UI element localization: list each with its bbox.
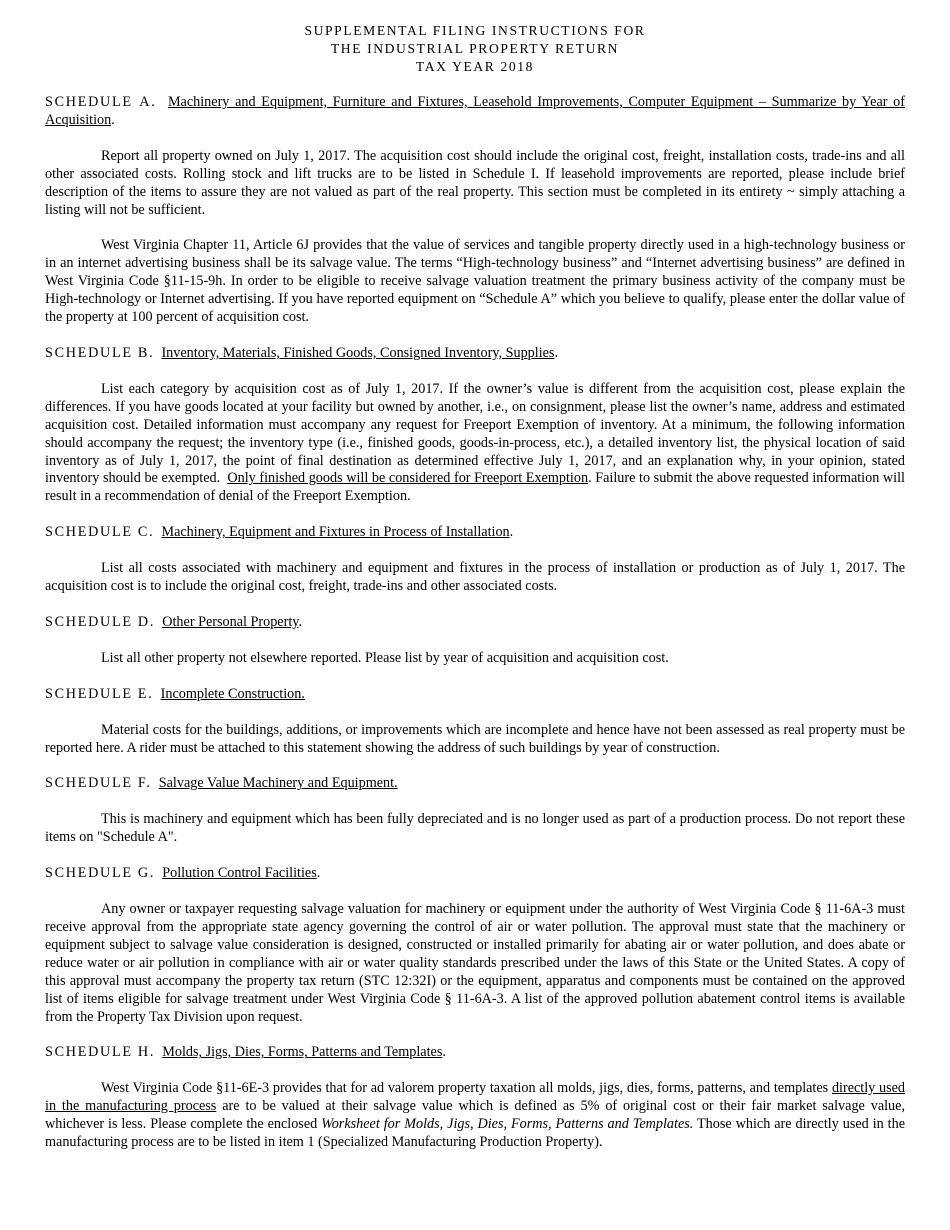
schedule-f-heading [45,775,905,793]
heading-period: . [554,344,559,361]
schedule-c-heading [45,524,905,542]
schedule-d-label: SCHEDULE D. [45,613,156,630]
heading-period: . [298,613,302,630]
schedule-g-paragraph-1: Any owner or taxpayer requesting salvage valuation for machinery or equipment under the authority of West Virginia Code § 11-6A-3 must receive approval from the appropriate state agency governing the control of air or water pollution. The approval must state that the machinery or equipment subject to salvage value consideration is designed, constructed or installed primarily for abating air or water pollution, and does abate or reduce water or air pollution in compliance with air or water quality standards prescribed under the laws of this State or the United States. A copy of this approval must accompany the property tax return (STC 12:32I) or the equipment, apparatus and components must be contained on the approved list of items eligible for salvage treatment under West Virginia Code § 11-6A-3. A list of the approved pollution abatement control items is available from the Property Tax Division upon request. [45,901,905,1025]
schedule-f-label: SCHEDULE F. [45,775,152,792]
schedule-b-label: SCHEDULE B. [45,344,155,361]
schedule-c-title: Machinery, Equipment and Fixtures in Process of Installation [161,524,510,541]
schedule-h-paragraph-mid: are to be valued at their salvage value which is defined as 5% of original cost or their fair market salvage value, whichever is less. Please complete the enclosed [45,1098,905,1133]
schedule-e-label: SCHEDULE E. [45,685,154,702]
schedule-a-heading [45,94,905,130]
worksheet-italic-title: Worksheet for Molds, Jigs, Dies, Forms, Patterns and Templates. [321,1116,694,1133]
schedule-d-title: Other Personal Property [162,613,299,630]
schedule-a-paragraph-2: West Virginia Chapter 11, Article 6J provides that the value of services and tangible property directly used in a high-technology business or in an internet advertising business shall be its salvage value. The terms “High-technology business” and “Internet advertising business” are defined in West Virginia Code §11-15-9h. In order to be eligible to receive salvage valuation treatment the primary business activity of the company must be High-technology or Internet advertising. If you have reported equipment on “Schedule A” which you believe to qualify, please enter the dollar value of the property at 100 percent of acquisition cost. [45,237,905,326]
schedule-c-paragraph-1: List all costs associated with machinery and equipment and fixtures in the process of installation or production as of July 1, 2017. The acquisition cost is to include the original cost, freight, trade-ins and other associated costs. [45,560,905,595]
schedule-a-paragraph-1: Report all property owned on July 1, 2017. The acquisition cost should include the original cost, freight, installation costs, trade-ins and all other associated costs. Rolling stock and lift trucks are to be listed in Schedule I. If leasehold improvements are reported, please include brief description of the items to assure they are not valued as part of the real property. This section must be completed in its entirety ~ simply attaching a listing will not be sufficient. [45,147,905,218]
schedule-b-paragraph-1 [45,381,905,506]
schedule-g-title: Pollution Control Facilities [162,865,317,882]
schedule-h-paragraph-end: Those which are directly used in the manufacturing process are to be listed in item 1 (Specialized Manufacturing Production Property). [45,1116,906,1151]
schedule-d-heading [45,614,905,632]
schedule-a-title: Machinery and Equipment, Furniture and Fixtures, Leasehold Improvements, Computer Equipment – Summarize by Year of Acquisition [45,94,906,128]
manufacturing-process-underlined-text: directly used in the manufacturing process [45,1080,906,1115]
schedule-b-paragraph-tail: . Failure to submit the above requested information will result in a recommendation of denial of the Freeport Exemption. [45,470,905,505]
title-line-2: THE INDUSTRIAL PROPERTY RETURN [330,41,620,56]
schedule-c-label: SCHEDULE C. [45,524,155,541]
schedule-h-title: Molds, Jigs, Dies, Forms, Patterns and Templates [162,1044,443,1061]
schedule-f-paragraph-1: This is machinery and equipment which has been fully depreciated and is no longer used as part of a production process. Do not report these items on "Schedule A". [45,811,905,846]
schedule-e-heading [45,686,905,704]
schedule-h-paragraph-1 [45,1080,905,1152]
heading-period: . [442,1044,446,1061]
freeport-underlined-text: Only finished goods will be considered for Freeport Exemption [227,470,589,487]
schedule-h-label: SCHEDULE H. [45,1044,156,1061]
heading-period: . [509,524,514,541]
schedule-e-title: Incomplete Construction. [160,685,305,702]
schedule-e-paragraph-1: Material costs for the buildings, additions, or improvements which are incomplete and hence have not been assessed as real property must be reported here. A rider must be attached to this statement showing the address of such buildings by year of construction. [45,721,905,756]
schedule-f-title: Salvage Value Machinery and Equipment. [158,775,398,792]
document-body [45,94,905,1152]
schedule-b-paragraph-text: List each category by acquisition cost as of July 1, 2017. If the owner’s value is different from the acquisition cost, please explain the differences. If you have goods located at your facility but owned by another, i.e., on consignment, please list the owner’s name, address and estimated acquisition cost. Detailed information must accompany any request for Freeport Exemption of inventory. At a minimum, the following information should accompany the request; the inventory type (i.e., finished goods, goods-in-process, etc.), a detailed inventory list, the physical location of said inventory as of July 1, 2017, the point of final destination as determined effective July 1, 2017, and an explanation why, in your opinion, stated inventory should be exempted. [45,380,905,487]
title-line-3: TAX YEAR 2018 [415,59,535,74]
schedule-g-heading [45,865,905,883]
schedule-h-heading [45,1044,905,1062]
schedule-d-paragraph-1: List all other property not elsewhere reported. Please list by year of acquisition and acquisition cost. [101,649,669,666]
title-line-1: SUPPLEMENTAL FILING INSTRUCTIONS FOR [304,23,646,38]
heading-period: . [111,111,115,128]
schedule-b-title: Inventory, Materials, Finished Goods, Consigned Inventory, Supplies [161,344,555,361]
document-title [0,22,950,76]
heading-period: . [316,865,321,882]
schedule-b-heading [45,345,905,363]
schedule-g-label: SCHEDULE G. [45,865,156,882]
schedule-h-paragraph-start: West Virginia Code §11-6E-3 provides that for ad valorem property taxation all molds, jigs, dies, forms, patterns, and templates [101,1080,829,1097]
schedule-a-label: SCHEDULE A. [45,94,157,110]
